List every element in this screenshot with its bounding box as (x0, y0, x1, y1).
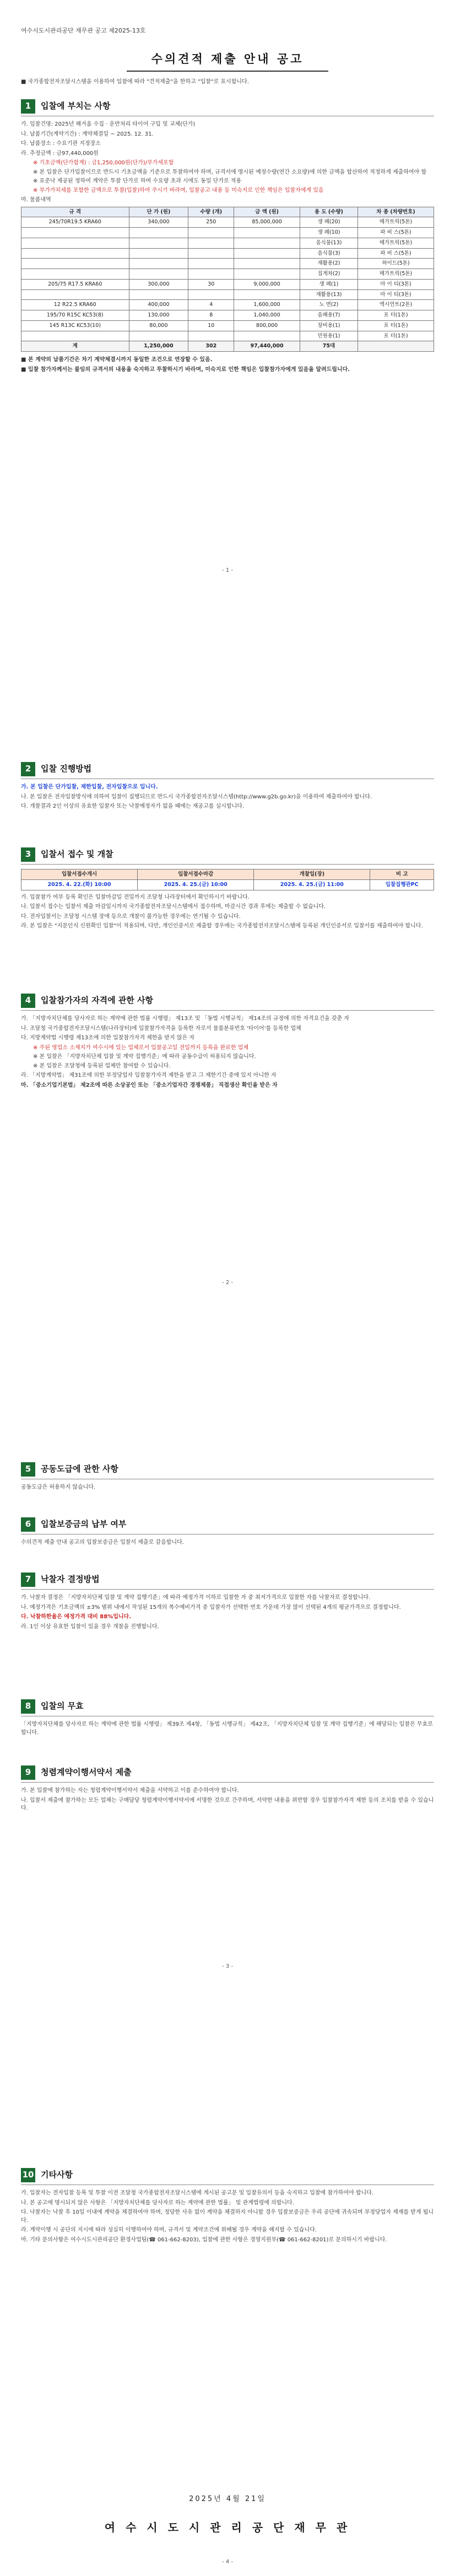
table-row (21, 331, 434, 341)
table-cell (358, 341, 434, 352)
table-cell: 포 터(1톤) (358, 331, 434, 341)
table-cell (234, 269, 300, 280)
section-number: 8 (21, 1699, 35, 1714)
table-header: 차 종 (차량번호) (358, 207, 434, 217)
table-cell: 장비용(1) (300, 320, 358, 331)
table-cell: 97,440,000 (234, 341, 300, 352)
divider (21, 864, 434, 865)
table-cell: 하이드(5톤) (358, 259, 434, 269)
table-cell: 생 폐(10) (300, 228, 358, 238)
note-line: ※ 본 입찰은 「지방자치단체 입찰 및 계약 집행기준」에 따라 공동수급이 허용되지 않습니다. (33, 1054, 256, 1060)
section-6 (21, 1516, 434, 1549)
note-line: ※ 부가가치세를 포함한 금액으로 투찰(입찰)하여 주시기 바라며, 입찰공고 내용 등 미숙지로 인한 책임은 입찰자에게 있음 (33, 187, 324, 194)
table-cell: 10 (188, 320, 234, 331)
table-row (21, 300, 434, 310)
table-cell: 400,000 (129, 300, 188, 310)
page-number: - 2 - (222, 1280, 233, 1286)
page-number: - 3 - (222, 1963, 233, 1969)
table-cell (21, 228, 129, 238)
divider (21, 1589, 434, 1590)
table-cell: 집게차(2) (300, 269, 358, 280)
table-cell: 메가트럭(5톤) (358, 217, 434, 228)
text-line: 다. 개찰결과 2인 이상의 유효한 입찰자 또는 낙찰예정자가 없을 때에는 재공고를 실시합니다. (21, 803, 245, 809)
table-cell: 205/75 R17.5 KRA60 (21, 279, 129, 289)
text-line: 가. 본 입찰은 단가입찰, 제한입찰, 전자입찰으로 입니다. (21, 784, 158, 790)
table-cell: 4 (188, 300, 234, 310)
table-cell: 2025. 4. 25.(금) 11:00 (254, 879, 370, 890)
section-title: 기타사항 (41, 2170, 73, 2180)
text-line: 다. 전자입찰서는 조달청 시스템 장애 등으로 개찰이 불가능한 경우에는 연기될 수 있습니다. (21, 913, 241, 920)
text-line: 가. 「지방자치단체를 당사자로 하는 계약에 관한 법률 시행령」 제13조 및 「동법 시행규칙」 제14조의 규정에 의한 자격요건을 갖춘 자 (21, 1016, 350, 1022)
table-cell: 2025. 4. 22.(화) 10:00 (21, 879, 138, 890)
table-cell (129, 289, 188, 300)
table-cell: 12 R22.5 KRA60 (21, 300, 129, 310)
table-cell: 1,250,000 (129, 341, 188, 352)
table-header: 개찰일(장) (254, 870, 370, 880)
table-cell (188, 269, 234, 280)
table-total-row (21, 341, 434, 352)
text-line: 라. 「지방계약법」 제31조에 의한 부정당업자 입찰참가자격 제한을 받고 그 제한기간 중에 있지 아니한 자 (21, 1072, 277, 1078)
note-line: ※ 표준낙 제공된 정하여 계약은 투찰 단가로 하며 수요량 초과 시에도 동일 단가로 적용 (33, 178, 242, 184)
table-cell: 파 비 스(5톤) (358, 248, 434, 259)
section-10 (21, 2167, 434, 2246)
text-line: 「지방자치단체를 당사자로 하는 계약에 관한 법률 시행령」 제39조 제4항, 「동법 시행규칙」 제42조, 「지방자치단체 입찰 및 계약 집행기준」에 해당되는 입찰은 무효로 합니다. (21, 1721, 433, 1736)
text-line: 라. 추정금액 : 금97,440,000원 (21, 150, 99, 157)
notice-number: 여수시도시관리공단 재무관 공고 제2025-13호 (21, 27, 146, 34)
table-cell: 마 이 티(3톤) (358, 289, 434, 300)
page-title: 수의견적 제출 안내 공고 (151, 52, 304, 66)
table-cell: 엑시언트(2톤) (358, 300, 434, 310)
table-cell: 340,000 (129, 217, 188, 228)
table-cell (129, 238, 188, 248)
text-line: 마. 기타 문의사항은 여수시도시관리공단 환경사업팀(☎ 061-662-8203), 입찰에 관한 사항은 경영지원부(☎ 061-662-8201)로 문의하시기 바랍니다. (21, 2236, 387, 2243)
note-line: ■ 본 계약의 납품기간은 차기 계약체결시까지 동일한 조건으로 연장할 수 있음. (21, 357, 213, 363)
table-body (21, 217, 434, 352)
section-number: 10 (21, 2168, 35, 2182)
text-line: 마. 「중소기업기본법」 제2조에 따른 소상공인 또는 「중소기업자간 경쟁제품」 직접생산 확인을 받은 자 (21, 1082, 278, 1088)
text-line: 나. 입찰서 제출에 참가하는 모든 업체는 구매담당 청렴계약이행서약서에 서명한 것으로 간주하며, 서약한 내용을 위반할 경우 입찰참가자격 제한 등의 조치를 받을 수 있습니다. (21, 1797, 434, 1811)
text-line: 나. 입찰서 접수는 입찰서 제출 마감일시까지 국가종합전자조달시스템에서 접수하며, 마감시간 경과 후에는 제출할 수 없습니다. (21, 904, 326, 910)
table-row (21, 279, 434, 289)
table-cell (129, 259, 188, 269)
title-underline (127, 71, 328, 72)
section-number: 7 (21, 1573, 35, 1587)
note-line: ■ 입찰 참가자께서는 불임의 규격서의 내용을 숙지하고 투찰하시기 바라며, 미숙지로 인한 책임은 입찰참가자에게 있음을 알려드립니다. (21, 366, 350, 373)
section-title: 입찰참가자의 자격에 관한 사항 (41, 995, 154, 1006)
table-cell: 메가트럭(5톤) (358, 269, 434, 280)
section-5 (21, 1461, 434, 1494)
table-cell (234, 259, 300, 269)
text-line: 라. 본 입찰은 "지문인식 신원확인 입찰"이 적용되며, 다만, 개인인증서로 제출할 경우에는 국가종합전자조달시스템에 등록된 개인인증서로 입찰서를 제출하여야 합니다. (21, 923, 423, 930)
table-cell (21, 289, 129, 300)
table-cell: 8 (188, 310, 234, 321)
table-cell: 302 (188, 341, 234, 352)
table-cell: 75대 (300, 341, 358, 352)
section-7 (21, 1571, 434, 1633)
section-number: 9 (21, 1765, 35, 1780)
section-title: 입찰 진행방법 (41, 764, 92, 774)
page-number: - 1 - (222, 567, 233, 573)
table-header: 비 고 (370, 870, 434, 880)
divider (21, 1010, 434, 1011)
table-cell: 1,040,000 (234, 310, 300, 321)
text-line: 마. 물품내역 (21, 197, 51, 203)
table-row (21, 248, 434, 259)
section-title: 입찰보증금의 납부 여부 (41, 1519, 127, 1530)
table-cell: 메가트럭(5톤) (358, 238, 434, 248)
section-title: 입찰서 접수 및 개찰 (41, 849, 113, 860)
note-line: ※ 주된 영업소 소재지가 여수시에 있는 업체로서 입찰공고일 전일까지 등록을 완료한 업체 (33, 1044, 249, 1051)
table-header: 용 도 (수량) (300, 207, 358, 217)
table-row (21, 217, 434, 228)
table-cell (21, 331, 129, 341)
note-line: ※ 기초금액(단가합계) : 금1,250,000원(단가)/부가세포함 (33, 160, 174, 166)
table-row (21, 238, 434, 248)
page-number: - 4 - (222, 2559, 233, 2565)
item-table (21, 207, 434, 352)
issuer-name: 여 수 시 도 시 관 리 공 단 재 무 관 (104, 2521, 351, 2534)
table-cell: 음식물(13) (300, 238, 358, 248)
table-header: 금 액 (원) (234, 207, 300, 217)
table-cell: 250 (188, 217, 234, 228)
note-line: ※ 본 입찰은 조달청에 등록된 업체만 참여할 수 있습니다. (33, 1062, 171, 1069)
text-line: 라. 계약이행 시 공단의 지시에 따라 성실히 이행하여야 하며, 규격서 및 계약조건에 위배될 경우 계약을 해지할 수 있습니다. (21, 2227, 317, 2233)
text-line: 가. 입찰자는 전자입찰 등록 및 투찰 이전 조달청 국가종합전자조달시스템에 게시된 공고문 및 입찰유의서 등을 숙지하고 입찰에 참가하여야 합니다. (21, 2190, 373, 2196)
text-line: 나. 본 공고에 명시되지 않은 사항은 「지방자치단체를 당사자로 하는 계약에 관한 법률」 및 관계법령에 의합니다. (21, 2199, 294, 2206)
table-cell (234, 228, 300, 238)
table-cell: 1,600,000 (234, 300, 300, 310)
text-line: 가. 낙찰자 결정은 「지방자치단체 입찰 및 계약 집행기준」에 따라 예정가격 이하로 입찰한 자 중 최저가격으로 입찰한 자를 낙찰자로 결정합니다. (21, 1595, 371, 1601)
section-4 (21, 992, 434, 1091)
text-line: 라. 1인 이상 유효한 입찰이 있을 경우 개찰을 진행합니다. (21, 1623, 159, 1630)
table-cell: 파 비 스(5톤) (358, 228, 434, 238)
table-cell: 195/70 R15C KC53(8) (21, 310, 129, 321)
table-header: 입찰서접수마감 (138, 870, 254, 880)
section-number: 4 (21, 994, 35, 1008)
issue-date: 2025년 4월 21일 (189, 2495, 266, 2503)
table-cell (21, 238, 129, 248)
table-row (21, 289, 434, 300)
schedule-table (21, 869, 434, 890)
table-cell: 재활용(13) (300, 289, 358, 300)
table-header: 수량 (개) (188, 207, 234, 217)
section-title: 청렴계약이행서약서 제출 (41, 1767, 132, 1778)
section-number: 2 (21, 762, 35, 776)
text-line: 다. 낙찰하한율은 예정가격 대비 88%입니다. (21, 1614, 132, 1620)
table-cell (21, 248, 129, 259)
table-cell: 145 R13C KC53(10) (21, 320, 129, 331)
text-line: 가. 입찰참가 여부 등록 확인은 입찰마감일 전일까지 조달청 나라장터에서 확인하시기 바랍니다. (21, 894, 250, 900)
table-cell (129, 248, 188, 259)
section-2 (21, 761, 434, 813)
table-cell: 300,000 (129, 279, 188, 289)
text-line: 다. 지방계약법 시행령 제13조에 의한 입찰참가자격 제한을 받지 않은 자 (21, 1035, 194, 1041)
text-line: 나. 본 입찰은 전자입찰방식에 의하여 입찰이 집행되므로 반드시 국가종합전자조달시스템(http://www.g2b.go.kr)을 이용하여 제출하여야 합니다. (21, 793, 372, 800)
table-cell: 생 폐(20) (300, 217, 358, 228)
table-cell (188, 289, 234, 300)
text-line: 나. 예정가격은 기초금액의 ±3% 범위 내에서 작성된 15개의 복수예비가격 중 입찰자가 선택한 번호 가운데 가장 많이 선택된 4개의 평균가격으로 결정합니다. (21, 1604, 401, 1611)
table-cell: 포 터(1톤) (358, 310, 434, 321)
section-number: 1 (21, 99, 35, 114)
table-cell (21, 259, 129, 269)
text-line: 공동도급은 허용하지 않습니다. (21, 1484, 96, 1490)
section-title: 입찰의 무효 (41, 1701, 84, 1711)
table-cell (129, 269, 188, 280)
table-row (21, 310, 434, 321)
table-cell: 민원용(1) (300, 331, 358, 341)
table-header: 단 가 (원) (129, 207, 188, 217)
table-cell (188, 331, 234, 341)
table-cell: 마 이 티(3톤) (358, 279, 434, 289)
text-line: 가. 입찰건명: 2025년 해거올 수집 · 운반처리 타이어 구입 및 교체(단가) (21, 121, 196, 127)
table-cell: 입찰집행관PC (370, 879, 434, 890)
table-row (21, 228, 434, 238)
table-cell (234, 248, 300, 259)
table-header: 입찰서접수개시 (21, 870, 138, 880)
table-row (21, 259, 434, 269)
table-cell: 2025. 4. 25.(금) 10:00 (138, 879, 254, 890)
table-cell (129, 331, 188, 341)
text-line: 다. 낙찰자는 낙찰 후 10일 이내에 계약을 체결하여야 하며, 정당한 사유 없이 계약을 체결하지 아니할 경우 입찰보증금은 우리 공단에 귀속되며 부정당업자 제재를 받게 됩니다. (21, 2209, 434, 2224)
table-cell: 포 터(1톤) (358, 320, 434, 331)
table-cell (188, 248, 234, 259)
section-9 (21, 1764, 434, 1815)
table-cell (234, 331, 300, 341)
table-cell: 800,000 (234, 320, 300, 331)
table-cell: 계 (21, 341, 129, 352)
text-line: 수의견적 제출 안내 공고의 입찰보증금은 입찰서 제출로 갈음합니다. (21, 1539, 184, 1545)
note-line: ※ 본 입찰은 단가입찰이므로 반드시 기초금액을 기준으로 투찰하여야 하며, 규격서에 명시된 예정수량(연간 소요량)에 의한 금액을 합산하여 적정하게 제출하여야 함 (33, 169, 427, 175)
section-number: 5 (21, 1462, 35, 1477)
text-line: 나. 조달청 국가종합전자조달시스템(나라장터)에 입찰참가자격을 등록한 자로서 물품분류번호 '타이어'를 등록한 업체 (21, 1025, 301, 1032)
table-cell (188, 259, 234, 269)
section-3 (21, 846, 434, 932)
text-line: 다. 납품장소 : 수요기관 지정장소 (21, 141, 101, 147)
table-cell: 재활용(2) (300, 259, 358, 269)
table-cell: 80,000 (129, 320, 188, 331)
table-cell: 생 폐(1) (300, 279, 358, 289)
text-line: 가. 본 입찰에 참가하는 자는 청렴계약이행서약서 제출을 서약하고 이를 준수하여야 합니다. (21, 1788, 239, 1794)
table-cell: 9,000,000 (234, 279, 300, 289)
table-cell: 245/70R19.5 KRA60 (21, 217, 129, 228)
table-cell (234, 289, 300, 300)
table-header: 규 격 (21, 207, 129, 217)
table-cell (188, 238, 234, 248)
section-title: 입찰에 부치는 사항 (41, 101, 111, 111)
text-line: 나. 납품기간(계약기간) : 계약체결일 ~ 2025. 12. 31. (21, 131, 154, 137)
table-cell (129, 228, 188, 238)
table-cell: 노 면(2) (300, 300, 358, 310)
section-title: 낙찰자 결정방법 (41, 1574, 100, 1585)
table-cell: 30 (188, 279, 234, 289)
table-cell: 85,000,000 (234, 217, 300, 228)
table-cell: 음식물(3) (300, 248, 358, 259)
table-row (21, 269, 434, 280)
intro-note: ■ 국가종합전자조달시스템을 이용하여 입찰에 따라 "견적제출"을 한하고 "입찰"로 표시합니다. (21, 79, 249, 85)
table-cell (188, 228, 234, 238)
section-1 (21, 98, 434, 375)
table-cell (21, 269, 129, 280)
table-cell (234, 238, 300, 248)
section-number: 3 (21, 847, 35, 862)
table-cell: 130,000 (129, 310, 188, 321)
divider (21, 1782, 434, 1783)
table-row (21, 320, 434, 331)
section-title: 공동도급에 관한 사항 (41, 1464, 118, 1474)
table-cell: 음폐용(7) (300, 310, 358, 321)
section-8 (21, 1698, 434, 1738)
section-number: 6 (21, 1517, 35, 1532)
